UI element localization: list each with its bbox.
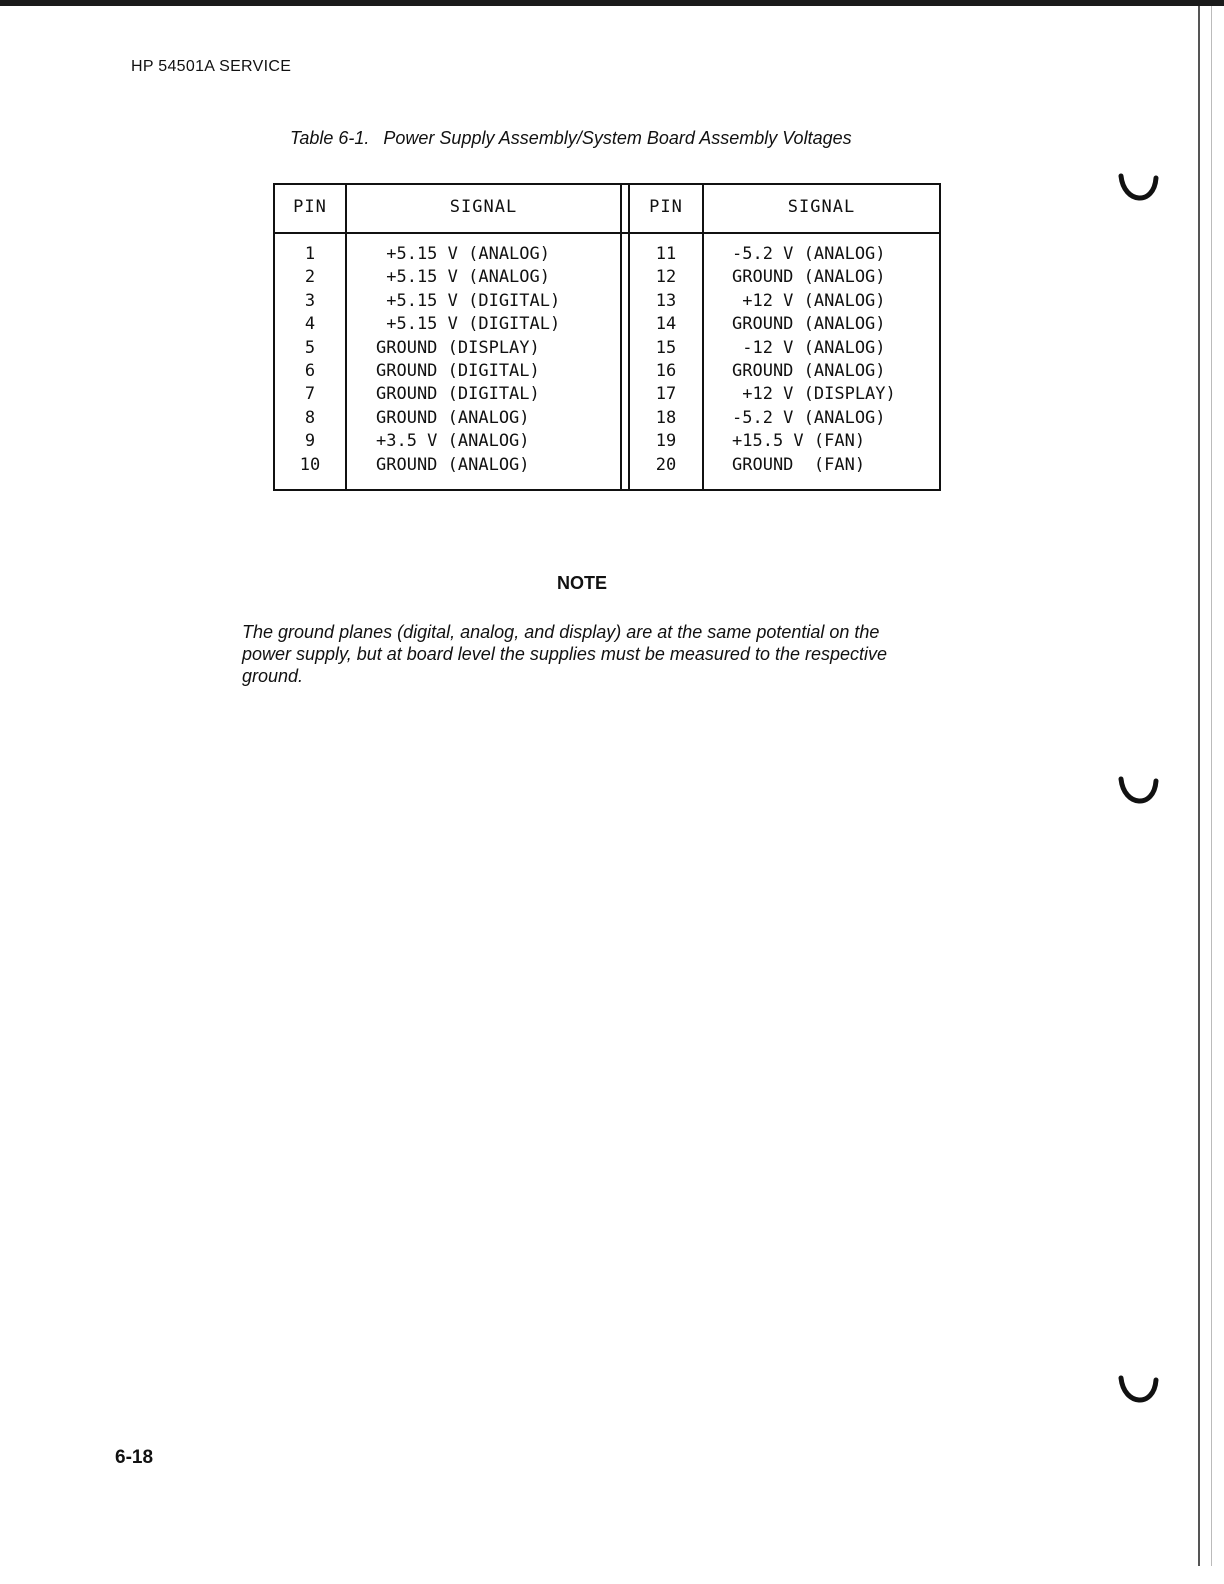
signal-cell: +12 V (ANALOG) [732, 290, 886, 311]
signal-cell: GROUND (DISPLAY) [376, 337, 540, 358]
left-pin-column [275, 243, 345, 477]
pin-cell: 11 [655, 244, 677, 264]
pin-cell: 10 [299, 454, 321, 475]
table-divider [620, 185, 622, 489]
pin-cell: 9 [304, 431, 316, 452]
page-right-edge [1198, 6, 1200, 1566]
signal-cell: GROUND (DIGITAL) [376, 360, 540, 381]
pin-cell: 7 [304, 384, 316, 405]
binder-hole-icon [1118, 1374, 1160, 1410]
signal-cell: GROUND (DIGITAL) [376, 384, 540, 405]
signal-cell: GROUND (FAN) [732, 454, 866, 475]
signal-cell: +15.5 V (FAN) [732, 431, 866, 452]
left-signal-column [376, 243, 616, 477]
signal-cell: -5.2 V (ANALOG) [732, 244, 886, 264]
table-caption-number: Table 6-1. [290, 128, 370, 148]
pin-cell: 20 [655, 454, 677, 475]
signal-cell: -5.2 V (ANALOG) [732, 407, 886, 428]
right-pin-header: PIN [649, 197, 683, 217]
pin-voltage-table [273, 183, 941, 491]
pin-cell: 13 [655, 290, 677, 311]
signal-cell: GROUND (ANALOG) [732, 267, 886, 288]
table-header-rule [275, 232, 939, 234]
signal-cell: GROUND (ANALOG) [732, 314, 886, 335]
right-signal-column [732, 243, 938, 477]
signal-cell: GROUND (ANALOG) [376, 407, 530, 428]
left-signal-header: SIGNAL [449, 197, 518, 217]
table-divider [345, 185, 347, 489]
pin-cell: 12 [655, 267, 677, 288]
table-caption [290, 128, 852, 149]
top-edge-rule [0, 0, 1224, 6]
pin-cell: 18 [655, 407, 677, 428]
pin-cell: 16 [655, 360, 677, 381]
pin-cell: 15 [655, 337, 677, 358]
pin-cell: 4 [304, 314, 316, 335]
left-pin-header: PIN [293, 197, 327, 217]
binder-hole-icon [1118, 775, 1160, 811]
page-number: 6-18 [115, 1447, 154, 1468]
running-header: HP 54501A SERVICE [131, 58, 292, 75]
right-signal-header: SIGNAL [787, 197, 856, 217]
pin-cell: 19 [655, 431, 677, 452]
right-pin-column [630, 243, 702, 477]
pin-cell: 3 [304, 290, 316, 311]
pin-cell: 2 [304, 267, 316, 288]
pin-cell: 1 [304, 244, 316, 264]
note-body: The ground planes (digital, analog, and display) are at the same potential on the power supply, but at board level the supplies must be measured to the respective ground. [242, 622, 888, 686]
signal-cell: GROUND (ANALOG) [376, 454, 530, 475]
signal-cell: +12 V (DISPLAY) [732, 384, 896, 405]
signal-cell: +5.15 V (ANALOG) [376, 267, 550, 288]
pin-cell: 14 [655, 314, 677, 335]
table-caption-title: Power Supply Assembly/System Board Assembly Voltages [383, 128, 852, 148]
pin-cell: 17 [655, 384, 677, 405]
pin-cell: 8 [304, 407, 316, 428]
signal-cell: GROUND (ANALOG) [732, 360, 886, 381]
signal-cell: +5.15 V (ANALOG) [376, 244, 550, 264]
pin-cell: 5 [304, 337, 316, 358]
signal-cell: +5.15 V (DIGITAL) [376, 314, 561, 335]
binder-hole-icon [1118, 172, 1160, 208]
page-right-edge-shadow [1211, 6, 1212, 1566]
signal-cell: +3.5 V (ANALOG) [376, 431, 530, 452]
signal-cell: -12 V (ANALOG) [732, 337, 886, 358]
signal-cell: +5.15 V (DIGITAL) [376, 290, 561, 311]
pin-cell: 6 [304, 360, 316, 381]
table-divider [702, 185, 704, 489]
note-title: NOTE [556, 573, 607, 593]
